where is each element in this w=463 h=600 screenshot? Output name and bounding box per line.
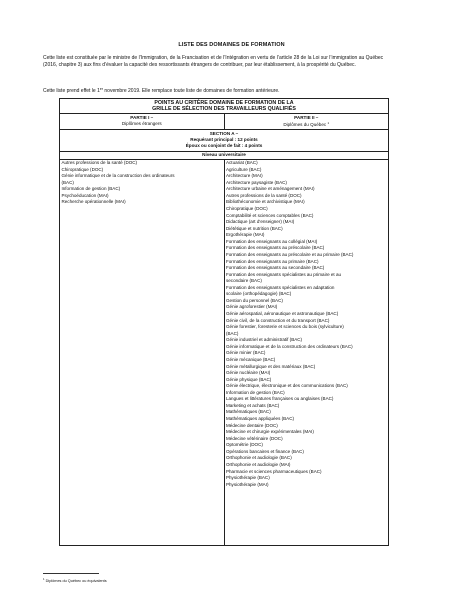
domain-list-item: Bibliothéconomie et archivistique (MAI): [226, 199, 305, 205]
part-2-header: [224, 114, 389, 129]
domain-list-item: Formation des enseignants au préscolaire et au primaire (BAC): [226, 251, 354, 257]
domain-list-item: Diététique et nutrition (BAC): [226, 225, 283, 231]
domain-list-item: Génie physique (BAC): [226, 376, 272, 382]
domain-list-item: Agriculture (BAC): [226, 166, 262, 172]
domain-list-item: Médecine dentaire (DOC): [226, 422, 278, 428]
part-1-header: [60, 114, 225, 129]
domain-list-item: Langues et littératures françaises ou anglaises (BAC): [226, 396, 334, 402]
footnote-text: Diplômes du Québec ou équivalents: [45, 579, 107, 583]
table-header-line-2: GRILLE DE SÉLECTION DES TRAVAILLEURS QUALIFIÉS: [152, 106, 296, 113]
domain-list-item: Information de gestion (BAC): [61, 186, 121, 192]
intro-paragraph: Cette liste est constituée par le ministre de l’Immigration, de la Francisation et de l’Intégration en vertu de l’article 28 de la Loi sur l’immigration au Québec (2016, chapitre 3) aux fins d’évaluer la capacité des ressortissants étrangers de contribuer, par leur établissement, à la prospérité du Québec.: [43, 55, 384, 68]
part-2-footnote-ref: 1: [327, 121, 330, 125]
section-a-header: [60, 129, 389, 151]
footnote-divider: [43, 573, 99, 574]
domain-list-item: Actuariat (BAC): [226, 160, 258, 166]
domain-list-item: Opérations bancaires et finance (BAC): [226, 448, 304, 454]
domain-list-item: Orthophonie et audiologie (MAI): [226, 461, 291, 467]
domain-list-item: Génie électrique, électronique et des communications (BAC): [226, 383, 348, 389]
domain-list-item: Architecture urbaine et aménagement (MAI): [226, 186, 315, 192]
domain-list-item: Formation des enseignants spécialistes en adaptation: [226, 284, 335, 290]
part-1-title: PARTIE I –: [130, 115, 154, 121]
domain-list-item: Médecine et chirurgie expérimentales (MAI): [226, 429, 314, 435]
domain-list-item: Chiropratique (DOC): [226, 206, 268, 212]
domain-list-item: Génie mécanique (BAC): [226, 356, 276, 362]
part-1-domain-list: [60, 159, 225, 545]
domain-list-item: Autres professions de la santé (DOC): [226, 192, 302, 198]
domain-list-item: Génie minier (BAC): [226, 350, 266, 356]
domain-list-item: Génie informatique et de la construction des ordinateurs: [61, 173, 175, 179]
domain-list-item: Gestion du personnel (BAC): [226, 297, 283, 303]
domain-list-item: Ergothérapie (MAI): [226, 232, 265, 238]
domain-list-item: Pharmacie et sciences pharmaceutiques (BAC): [226, 468, 322, 474]
domain-list-item: Génie forestier, foresterie et sciences du bois (sylviculture): [226, 324, 344, 330]
domain-list-item: (BAC): [61, 179, 74, 185]
domain-list-item: Mathématiques appliquées (BAC): [226, 416, 294, 422]
footnote-ref: 1: [43, 577, 45, 581]
section-points-principal: Requérant principal : 12 points: [190, 137, 258, 142]
domain-list-item: Formation des enseignants au collégial (MAI): [226, 238, 318, 244]
domain-list-item: scolaire (orthopédagogie) (BAC): [226, 291, 292, 297]
domain-list-item: Formation des enseignants au préscolaire (BAC): [226, 245, 325, 251]
domain-list-item: Physiothérapie (MAI): [226, 481, 269, 487]
part-2-subtitle: Diplômes du Québec: [283, 122, 327, 127]
effective-date-paragraph: [43, 86, 393, 95]
domain-list-item: Génie agroforestier (MAI): [226, 304, 278, 310]
domain-list-item: Mathématiques (BAC): [226, 409, 271, 415]
domain-list-item: Information de gestion (BAC): [226, 389, 285, 395]
domain-list-item: Recherche opérationnelle (MAI): [61, 199, 126, 205]
section-title: SECTION A –: [209, 130, 239, 136]
table-header-line-1: POINTS AU CRITÈRE DOMAINE DE FORMATION DE LA: [154, 100, 294, 106]
domain-list-item: Génie civil, de la construction et du transport (BAC): [226, 317, 330, 323]
domain-list-item: Médecine vétérinaire (DOC): [226, 435, 283, 441]
domain-list-item: Formation des enseignants au secondaire (BAC): [226, 265, 325, 271]
domain-list-item: Génie informatique et de la construction des ordinateurs (BAC): [226, 343, 353, 349]
part-2-subtitle-line: [227, 121, 387, 128]
domain-list-item: Architecture (MAI): [226, 173, 263, 179]
domain-list-item: Marketing et achats (BAC): [226, 402, 280, 408]
footnote: [43, 577, 107, 584]
domain-list-item: Chiropratique (DOC): [61, 166, 104, 172]
domain-list-item: Génie métallurgique et des matériaux (BAC): [226, 363, 316, 369]
domain-list-item: Formation des enseignants spécialistes au primaire et au: [226, 271, 341, 277]
domain-list-item: Comptabilité et sciences comptables (BAC): [226, 212, 314, 218]
domain-list-item: Génie industriel et administratif (BAC): [226, 337, 303, 343]
domain-list-item: secondaire (BAC): [226, 278, 262, 284]
domain-list-item: Génie nucléaire (MAI): [226, 370, 271, 376]
page-title: LISTE DES DOMAINES DE FORMATION: [178, 42, 285, 48]
training-domains-table: [59, 98, 389, 546]
part-2-title: PARTIE II –: [294, 115, 319, 121]
domain-list-item: (BAC): [226, 330, 239, 336]
part-1-subtitle: Diplômes étrangers: [121, 121, 162, 126]
domain-list-item: Formation des enseignants au primaire (BAC): [226, 258, 319, 264]
effective-text-after: novembre 2019. Elle remplace toute liste de domaines de formation antérieure.: [103, 88, 280, 94]
part-2-domain-list: [224, 159, 389, 545]
domain-list-item: Architecture paysagiste (BAC): [226, 179, 287, 185]
effective-text-before: Cette liste prend effet le 1: [43, 88, 100, 94]
domain-list-item: Orthophonie et audiologie (BAC): [226, 455, 292, 461]
section-points-spouse: Époux ou conjoint de fait : 4 points: [185, 143, 263, 149]
domain-list-item: Psychoéducation (MAI): [61, 192, 109, 198]
domain-list-item: Physiothérapie (BAC): [226, 475, 270, 481]
level-header: Niveau universitaire: [60, 151, 389, 159]
domain-list-item: Optométrie (DOC): [226, 442, 263, 448]
effective-ordinal: er: [99, 87, 104, 91]
table-main-header: [60, 99, 389, 114]
domain-list-item: Didactique (art d’enseigner) (MAI): [226, 219, 295, 225]
domain-list-item: Autres professions de la santé (DOC): [61, 160, 138, 166]
domain-list-item: Génie aérospatial, aéronautique et astronautique (BAC): [226, 311, 339, 317]
